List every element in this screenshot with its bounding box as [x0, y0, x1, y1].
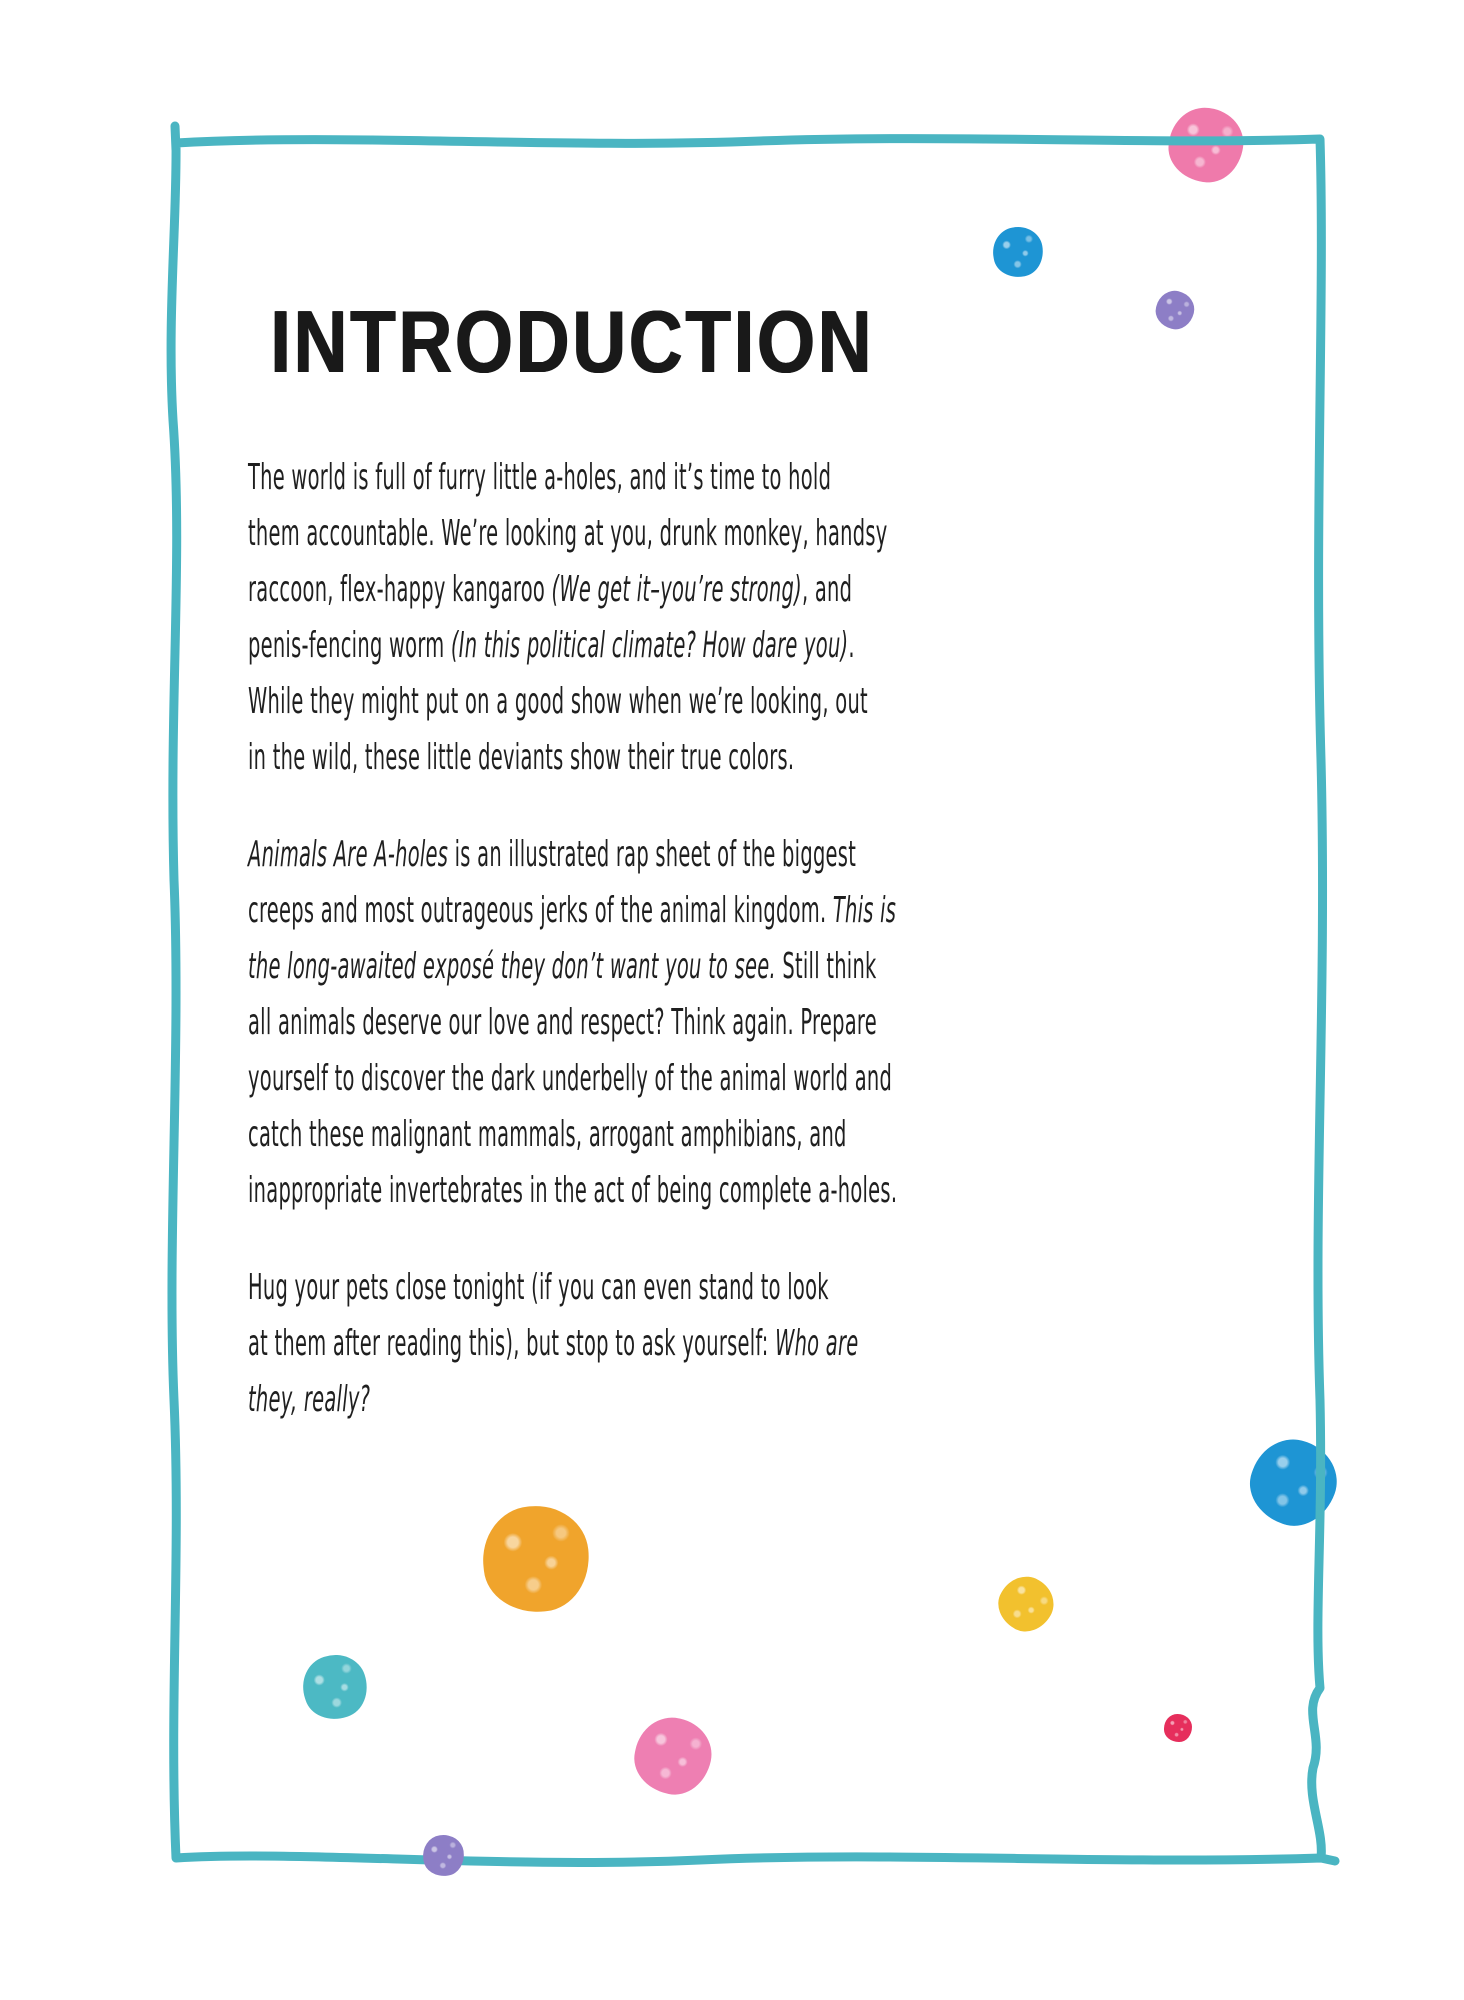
- text-run: Still think: [775, 946, 877, 987]
- text-run: The world is full of furry little a-holes, and it’s time to hold: [248, 457, 832, 498]
- polka-dot-blue-top: [989, 223, 1047, 281]
- body-paragraphs: [248, 450, 1450, 1469]
- italic-text-run: they, really?: [248, 1379, 371, 1420]
- polka-dot-yellow-big: [478, 1501, 594, 1617]
- text-run: penis-fencing worm: [248, 625, 451, 666]
- text-run: is an illustrated rap sheet of the biggest: [448, 834, 857, 875]
- text-line: [248, 1107, 897, 1163]
- text-run: catch these malignant mammals, arrogant amphibians, and: [248, 1114, 847, 1155]
- italic-text-run: Animals Are A-holes: [248, 834, 449, 875]
- italic-text-run: (We get it–you’re strong): [551, 569, 802, 610]
- text-run: , and: [801, 569, 853, 610]
- text-line: [248, 450, 897, 506]
- text-run: at them after reading this), but stop to ask yourself:: [248, 1323, 776, 1364]
- polka-dot-red-small: [1164, 1714, 1192, 1742]
- polka-dot-purple-top: [1152, 287, 1198, 333]
- text-run: Hug your pets close tonight (if you can even stand to look: [248, 1267, 829, 1308]
- text-line: [248, 995, 897, 1051]
- text-line: [248, 562, 897, 618]
- italic-text-run: (In this political climate? How dare you): [450, 625, 849, 666]
- italic-text-run: This is: [832, 890, 897, 931]
- text-run: creeps and most outrageous jerks of the animal kingdom.: [248, 890, 833, 931]
- polka-dot-pink-bottom: [628, 1711, 718, 1801]
- text-line: [248, 1051, 897, 1107]
- italic-text-run: the long-awaited exposé they don’t want you to see.: [248, 946, 776, 987]
- text-run: raccoon, flex-happy kangaroo: [248, 569, 552, 610]
- text-line: [248, 1316, 897, 1372]
- text-run: yourself to discover the dark underbelly of the animal world and: [248, 1058, 893, 1099]
- text-line: [248, 939, 897, 995]
- text-run: .: [848, 625, 855, 666]
- italic-text-run: Who are: [775, 1323, 859, 1364]
- text-line: [248, 883, 897, 939]
- polka-dot-purple-bottom: [420, 1832, 466, 1878]
- paragraph: [248, 827, 1450, 1219]
- polka-dot-yellow-small: [989, 1567, 1063, 1641]
- text-run: all animals deserve our love and respect? Think again. Prepare: [248, 1002, 877, 1043]
- text-run: them accountable. We’re looking at you, drunk monkey, handsy: [248, 513, 888, 554]
- text-line: [248, 1163, 897, 1219]
- text-line: [248, 506, 897, 562]
- text-run: in the wild, these little deviants show their true colors.: [248, 737, 795, 778]
- text-line: [248, 1260, 897, 1316]
- text-line: [248, 618, 897, 674]
- polka-dot-teal: [295, 1647, 376, 1728]
- text-run: inappropriate invertebrates in the act of being complete a-holes.: [248, 1170, 898, 1211]
- page-title: INTRODUCTION: [270, 292, 875, 391]
- text-line: [248, 730, 897, 786]
- text-line: [248, 1372, 897, 1428]
- paragraph: [248, 450, 1450, 786]
- paragraph: [248, 1260, 1450, 1428]
- polka-dot-pink-top: [1164, 103, 1248, 187]
- text-line: [248, 674, 897, 730]
- text-run: While they might put on a good show when we’re looking, out: [248, 681, 868, 722]
- text-line: [248, 827, 897, 883]
